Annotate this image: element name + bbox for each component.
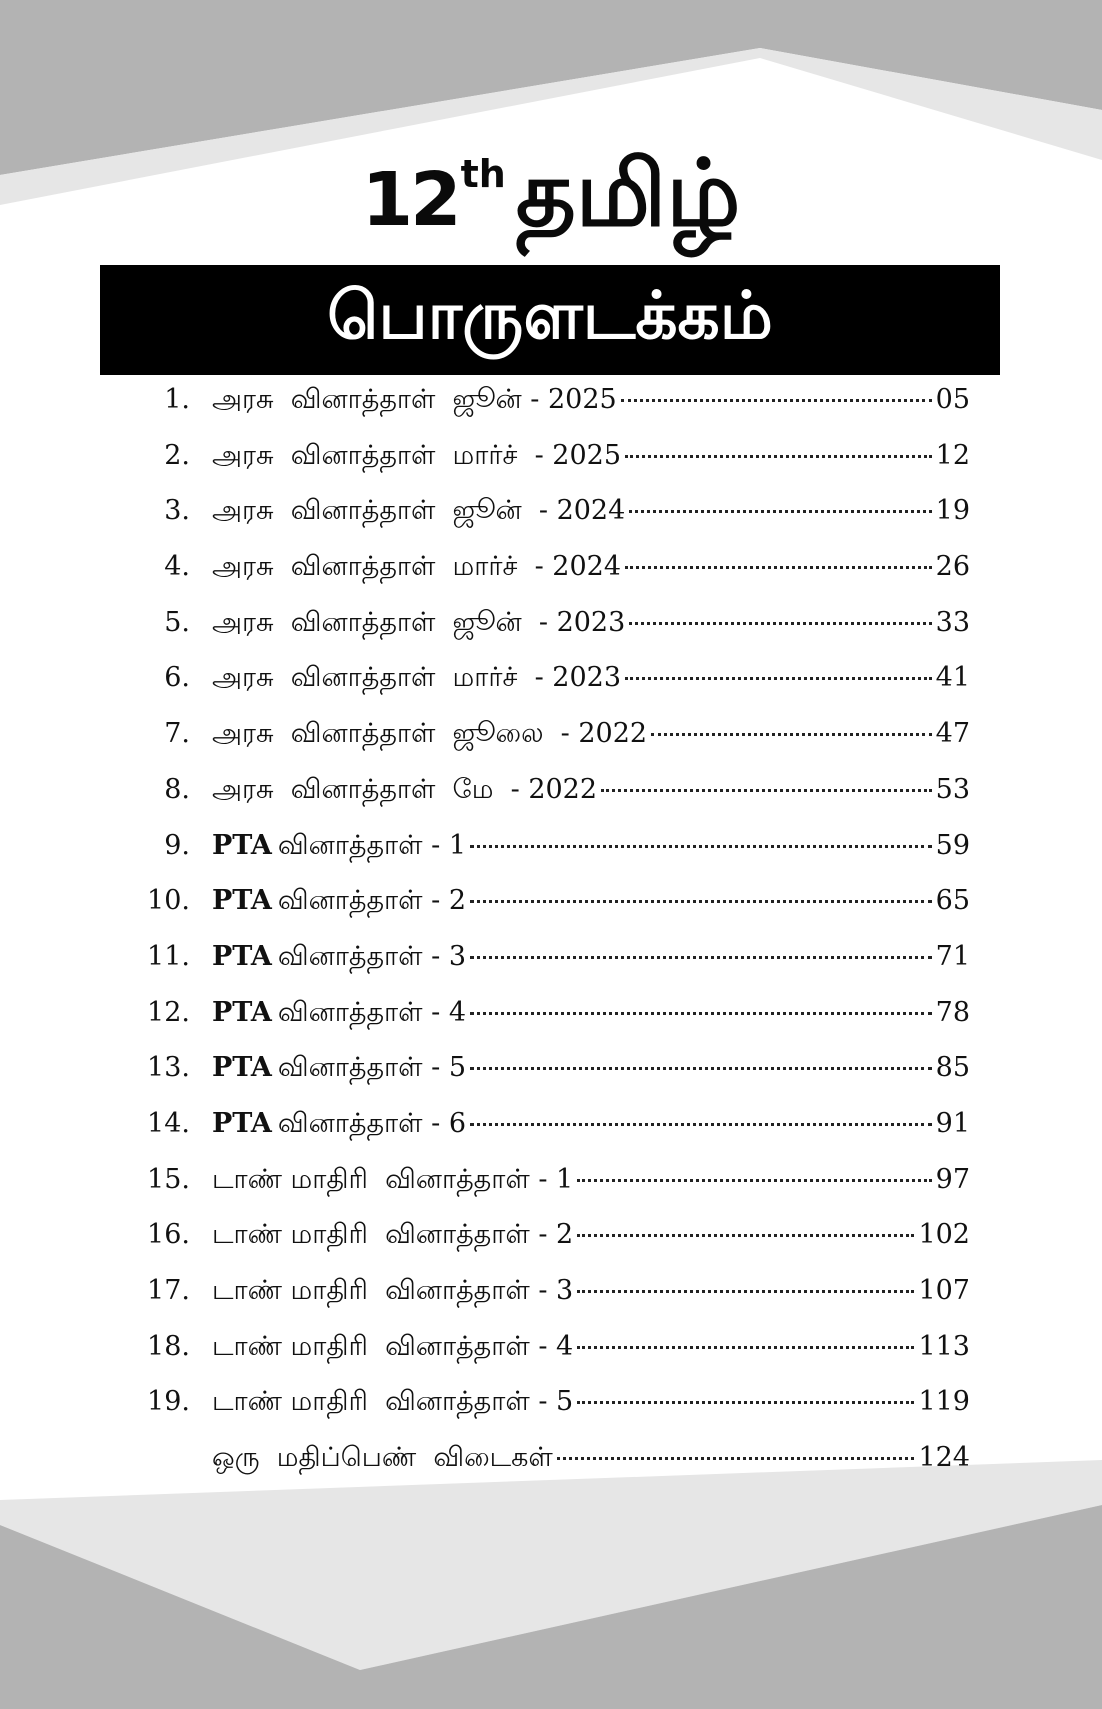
toc-entry-prefix: PTA (212, 829, 272, 861)
toc-entry-title (212, 607, 625, 642)
toc-entry-page: 12 (935, 439, 970, 471)
dot-leader (625, 566, 932, 569)
toc-entry-text: வினாத்தாள் - 3 (277, 940, 466, 972)
toc-entry-text: டாண் மாதிரி வினாத்தாள் - 5 (212, 1386, 574, 1418)
toc-entry-prefix: PTA (212, 940, 272, 972)
toc-entry-title (212, 1442, 553, 1477)
toc-entry-title (212, 495, 625, 530)
toc-entry-title (212, 718, 647, 753)
toc-entry-number: 19. (147, 1386, 190, 1418)
toc-entry-page: 65 (935, 885, 970, 917)
toc-entry-page: 33 (935, 606, 970, 638)
toc-entry-number: 13. (147, 1052, 190, 1084)
toc-entry-number: 11. (147, 940, 190, 972)
toc-entry-page: 71 (935, 940, 970, 972)
toc-entry-title (212, 1331, 573, 1366)
toc-entry-number: 12. (147, 996, 190, 1028)
toc-entry-text: வினாத்தாள் - 4 (277, 996, 466, 1028)
toc-entry-number: 8. (164, 773, 190, 805)
toc-entry[interactable] (120, 830, 970, 886)
toc-entry[interactable] (120, 1331, 970, 1387)
toc-entry[interactable] (120, 1052, 970, 1108)
toc-entry-page: 47 (935, 718, 970, 750)
toc-entry[interactable] (120, 997, 970, 1053)
toc-entry-page: 78 (935, 996, 970, 1028)
dot-leader (557, 1457, 915, 1460)
dot-leader (625, 455, 932, 458)
toc-entry-title (212, 997, 466, 1032)
table-of-contents (120, 384, 970, 1498)
toc-entry-prefix: PTA (212, 1052, 272, 1084)
dot-leader (577, 1234, 914, 1237)
toc-entry[interactable] (120, 1275, 970, 1331)
dot-leader (651, 733, 932, 736)
dot-leader (470, 845, 932, 848)
toc-entry[interactable] (120, 495, 970, 551)
toc-entry-text: வினாத்தாள் - 2 (277, 885, 466, 917)
toc-entry-title (212, 440, 621, 475)
dot-leader (577, 1290, 914, 1293)
toc-entry-number: 14. (147, 1107, 190, 1139)
toc-entry-text: அரசு வினாத்தாள் ஜூன் - 2023 (212, 606, 626, 638)
toc-entry-number: 4. (164, 551, 190, 583)
toc-entry-title (212, 774, 597, 809)
toc-entry-text: அரசு வினாத்தாள் ஜூலை - 2022 (212, 718, 648, 750)
toc-entry-page: 107 (918, 1275, 970, 1306)
toc-entry-page: 53 (935, 773, 970, 805)
dot-leader (601, 789, 932, 792)
toc-entry-page: 91 (935, 1107, 970, 1139)
toc-entry-text: அரசு வினாத்தாள் மார்ச் - 2025 (212, 439, 622, 471)
dot-leader (577, 1346, 914, 1349)
toc-entry-text: வினாத்தாள் - 5 (277, 1052, 466, 1084)
toc-entry[interactable] (120, 607, 970, 663)
contents-banner (100, 265, 1000, 375)
toc-entry-text: அரசு வினாத்தாள் ஜூன் - 2024 (212, 495, 626, 527)
toc-entry-prefix: PTA (212, 1107, 272, 1139)
toc-entry[interactable] (120, 1164, 970, 1220)
toc-entry-text: ஒரு மதிப்பெண் விடைகள் (212, 1442, 553, 1474)
toc-entry[interactable] (120, 774, 970, 830)
toc-entry[interactable] (120, 1386, 970, 1442)
toc-entry[interactable] (120, 440, 970, 496)
toc-entry-title (212, 1386, 573, 1421)
toc-entry-title (212, 941, 466, 976)
toc-entry[interactable] (120, 941, 970, 997)
dot-leader (629, 622, 931, 625)
dot-leader (470, 900, 932, 903)
toc-entry-page: 26 (935, 551, 970, 583)
toc-entry-number: 16. (147, 1219, 190, 1251)
dot-leader (470, 956, 932, 959)
toc-entry-number: 7. (164, 718, 190, 750)
toc-entry-page: 85 (935, 1052, 970, 1084)
toc-entry-title (212, 1219, 573, 1254)
toc-entry-title (212, 662, 621, 697)
toc-entry-text: அரசு வினாத்தாள் மார்ச் - 2024 (212, 551, 622, 583)
toc-entry-text: அரசு வினாத்தாள் மார்ச் - 2023 (212, 662, 622, 694)
toc-entry-text: டாண் மாதிரி வினாத்தாள் - 3 (212, 1275, 574, 1306)
toc-entry-number: 9. (164, 829, 190, 861)
toc-entry-text: அரசு வினாத்தாள் ஜூன் - 2025 (212, 384, 617, 415)
toc-entry-title (212, 384, 617, 419)
toc-entry-number: 2. (164, 439, 190, 471)
toc-entry[interactable] (120, 1108, 970, 1164)
toc-entry-text: டாண் மாதிரி வினாத்தாள் - 4 (212, 1330, 574, 1362)
toc-entry-number: 6. (164, 662, 190, 694)
toc-entry-title (212, 1052, 466, 1087)
toc-entry-page: 119 (918, 1386, 970, 1418)
toc-entry-text: அரசு வினாத்தாள் மே - 2022 (212, 773, 598, 805)
dot-leader (625, 677, 932, 680)
book-title (0, 140, 1102, 260)
toc-entry-title (212, 1164, 573, 1199)
contents-heading: பொருளடக்கம் (327, 277, 773, 354)
toc-entry-text: வினாத்தாள் - 6 (277, 1107, 466, 1139)
toc-entry[interactable] (120, 662, 970, 718)
toc-entry-prefix: PTA (212, 885, 272, 917)
toc-entry-page: 102 (918, 1219, 970, 1251)
toc-entry-title (212, 1108, 466, 1143)
toc-entry-number: 15. (147, 1163, 190, 1195)
toc-entry-page: 59 (935, 829, 970, 861)
title-subject: தமிழ் (515, 140, 741, 247)
toc-entry-number: 17. (147, 1275, 190, 1306)
toc-entry-number: 3. (164, 495, 190, 527)
toc-entry[interactable] (120, 384, 970, 440)
toc-entry-text: டாண் மாதிரி வினாத்தாள் - 2 (212, 1219, 574, 1251)
toc-entry-page: 113 (918, 1330, 970, 1362)
toc-entry[interactable] (120, 1442, 970, 1498)
dot-leader (470, 1123, 932, 1126)
toc-entry[interactable] (120, 551, 970, 607)
toc-entry-number: 1. (164, 384, 190, 415)
title-grade: 12 (361, 157, 459, 243)
dot-leader (621, 399, 932, 402)
toc-entry-text: டாண் மாதிரி வினாத்தாள் - 1 (212, 1163, 574, 1195)
toc-entry-title (212, 1275, 573, 1310)
dot-leader (577, 1401, 914, 1404)
title-grade-suffix: th (460, 152, 506, 196)
toc-entry-page: 97 (935, 1163, 970, 1195)
toc-entry-page: 05 (935, 384, 970, 415)
toc-entry-page: 41 (935, 662, 970, 694)
toc-entry-title (212, 551, 621, 586)
toc-entry-text: வினாத்தாள் - 1 (277, 829, 466, 861)
toc-entry-title (212, 830, 466, 865)
toc-entry-title (212, 885, 466, 920)
dot-leader (629, 510, 931, 513)
dot-leader (577, 1179, 931, 1182)
toc-entry-page: 19 (935, 495, 970, 527)
toc-entry-number: 5. (164, 606, 190, 638)
toc-entry-page: 124 (918, 1442, 970, 1474)
dot-leader (470, 1067, 932, 1070)
toc-entry-number: 18. (147, 1330, 190, 1362)
toc-entry[interactable] (120, 885, 970, 941)
toc-entry[interactable] (120, 1219, 970, 1275)
dot-leader (470, 1012, 932, 1015)
toc-entry-number: 10. (147, 885, 190, 917)
toc-entry-prefix: PTA (212, 996, 272, 1028)
toc-entry[interactable] (120, 718, 970, 774)
